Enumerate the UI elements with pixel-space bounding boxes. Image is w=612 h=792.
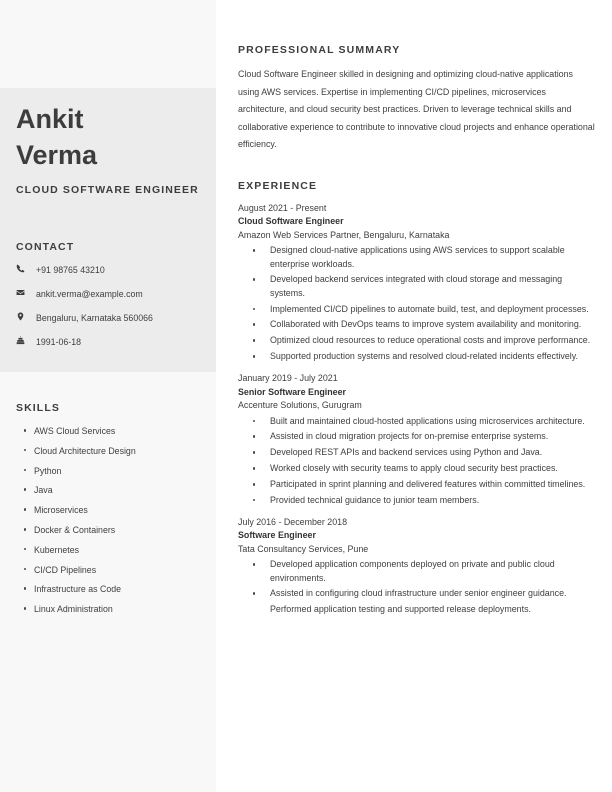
list-item: [238, 244, 596, 271]
bullet-text: Implemented CI/CD pipelines to automate build, test, and deployment processes.: [270, 303, 589, 314]
bullet-icon: [238, 603, 270, 611]
experience-list: [238, 202, 596, 626]
contact-heading: CONTACT: [16, 241, 75, 253]
list-item: [238, 587, 596, 600]
job-bullet-list: [238, 558, 596, 616]
contact-value-phone: +91 98765 43210: [36, 265, 105, 275]
bullet-text: Assisted in configuring cloud infrastructure under senior engineer guidance.: [270, 588, 567, 599]
job-bullet-list: [238, 244, 596, 363]
skill-label: Cloud Architecture Design: [34, 445, 136, 456]
bullet-icon: [238, 587, 270, 595]
bullet-icon: [238, 318, 270, 326]
bullet-icon: [16, 444, 34, 452]
job-bullet-list: [238, 415, 596, 507]
sidebar-content: [0, 0, 216, 792]
job-company: Tata Consultancy Services, Pune: [238, 543, 369, 554]
name-last: Verma: [16, 140, 98, 170]
list-item: [238, 558, 596, 585]
bullet-text: Worked closely with security teams to apply cloud security best practices.: [270, 463, 558, 474]
job-company: Amazon Web Services Partner, Bengaluru, Karnataka: [238, 229, 450, 240]
contact-item-email: [16, 287, 208, 311]
candidate-role: CLOUD SOFTWARE ENGINEER: [16, 184, 199, 196]
list-item: [238, 415, 596, 428]
contact-value-birthdate: 1991-06-18: [36, 337, 81, 347]
skill-label: Linux Administration: [34, 604, 113, 615]
skill-label: Python: [34, 465, 62, 476]
skills-list: [16, 424, 212, 622]
contact-value-location: Bengaluru, Karnataka 560066: [36, 313, 153, 323]
list-item: [238, 494, 596, 507]
list-item: [16, 543, 212, 563]
list-item: [16, 563, 212, 583]
bullet-icon: [238, 415, 270, 423]
name-first: Ankit: [16, 104, 84, 134]
bullet-text: Developed application components deployed on private and public cloud environments.: [270, 559, 555, 583]
list-item: [16, 582, 212, 602]
bullet-text: Performed application testing and supported release deployments.: [270, 604, 531, 615]
bullet-icon: [238, 494, 270, 502]
list-item: [16, 602, 212, 622]
skill-label: AWS Cloud Services: [34, 426, 116, 436]
contact-list: [16, 263, 208, 359]
bullet-icon: [238, 430, 270, 438]
list-item: [16, 424, 212, 444]
bullet-text: Provided technical guidance to junior team members.: [270, 494, 480, 505]
job-dates: August 2021 - Present: [238, 203, 327, 213]
bullet-icon: [238, 334, 270, 342]
bullet-text: Built and maintained cloud-hosted applications using microservices architecture.: [270, 415, 585, 426]
job-dates: July 2016 - December 2018: [238, 517, 348, 528]
phone-icon: [16, 263, 36, 273]
bullet-icon: [16, 602, 34, 610]
list-item: [238, 603, 596, 616]
job-company: Accenture Solutions, Gurugram: [238, 400, 362, 411]
bullet-icon: [16, 543, 34, 551]
bullet-icon: [16, 424, 34, 432]
bullet-icon: [16, 464, 34, 472]
bullet-text: Collaborated with DevOps teams to improve system availability and monitoring.: [270, 319, 582, 330]
experience-entry: [238, 516, 596, 617]
birthday-cake-icon: [16, 335, 36, 345]
skill-label: CI/CD Pipelines: [34, 564, 97, 575]
bullet-icon: [16, 483, 34, 491]
skill-label: Microservices: [34, 505, 88, 516]
contact-item-birthdate: [16, 335, 208, 359]
bullet-icon: [238, 478, 270, 486]
skill-label: Docker & Containers: [34, 524, 116, 535]
envelope-icon: [16, 287, 36, 297]
bullet-icon: [238, 273, 270, 281]
bullet-text: Developed REST APIs and backend services using Python and Java.: [270, 447, 543, 458]
bullet-text: Supported production systems and resolved cloud-related incidents effectively.: [270, 351, 579, 362]
bullet-icon: [238, 446, 270, 454]
job-title: Cloud Software Engineer: [238, 216, 344, 227]
job-title: Senior Software Engineer: [238, 386, 347, 397]
experience-entry: [238, 372, 596, 507]
bullet-icon: [238, 558, 270, 566]
experience-heading: EXPERIENCE: [238, 180, 318, 192]
list-item: [238, 334, 596, 347]
list-item: [16, 483, 212, 503]
list-item: [238, 273, 596, 300]
professional-summary-heading: PROFESSIONAL SUMMARY: [238, 44, 401, 56]
list-item: [16, 503, 212, 523]
professional-summary-text: Cloud Software Engineer skilled in designing and optimizing cloud-native applications using AWS services. Expertise in implementing CI/CD pipelines, microservices architecture, and cloud security best practices. Driven to leverage technical skills and collaborative experience to contribute to innovative cloud projects and enhance operational efficiency.: [238, 69, 595, 150]
main-content: [238, 0, 598, 792]
list-item: [238, 446, 596, 459]
skill-label: Kubernetes: [34, 544, 79, 555]
bullet-text: Assisted in cloud migration projects for on-premise enterprise systems.: [270, 431, 549, 442]
job-dates: January 2019 - July 2021: [238, 373, 338, 384]
list-item: [238, 318, 596, 331]
list-item: [238, 462, 596, 475]
bullet-icon: [16, 563, 34, 571]
bullet-text: Participated in sprint planning and delivered features within committed timelines.: [270, 478, 586, 489]
sidebar: [0, 0, 216, 792]
list-item: [238, 350, 596, 363]
experience-entry: [238, 202, 596, 363]
candidate-name: [16, 101, 206, 173]
skill-label: Java: [34, 485, 53, 496]
list-item: [238, 478, 596, 491]
contact-item-location: [16, 311, 208, 335]
skill-label: Infrastructure as Code: [34, 584, 122, 595]
list-item: [16, 464, 212, 484]
list-item: [238, 303, 596, 316]
bullet-icon: [16, 582, 34, 590]
list-item: [238, 430, 596, 443]
contact-item-phone: [16, 263, 208, 287]
bullet-text: Optimized cloud resources to reduce operational costs and improve performance.: [270, 335, 591, 346]
job-title: Software Engineer: [238, 530, 316, 541]
list-item: [16, 523, 212, 543]
skills-heading: SKILLS: [16, 402, 60, 414]
bullet-text: Designed cloud-native applications using AWS services to support scalable enterprise workloads.: [270, 245, 565, 269]
bullet-icon: [16, 503, 34, 511]
bullet-icon: [238, 303, 270, 311]
bullet-icon: [238, 244, 270, 252]
contact-value-email: ankit.verma@example.com: [36, 289, 143, 299]
bullet-text: Developed backend services integrated with cloud storage and messaging systems.: [270, 274, 563, 298]
list-item: [16, 444, 212, 464]
location-pin-icon: [16, 311, 36, 321]
bullet-icon: [238, 350, 270, 358]
bullet-icon: [238, 462, 270, 470]
bullet-icon: [16, 523, 34, 531]
